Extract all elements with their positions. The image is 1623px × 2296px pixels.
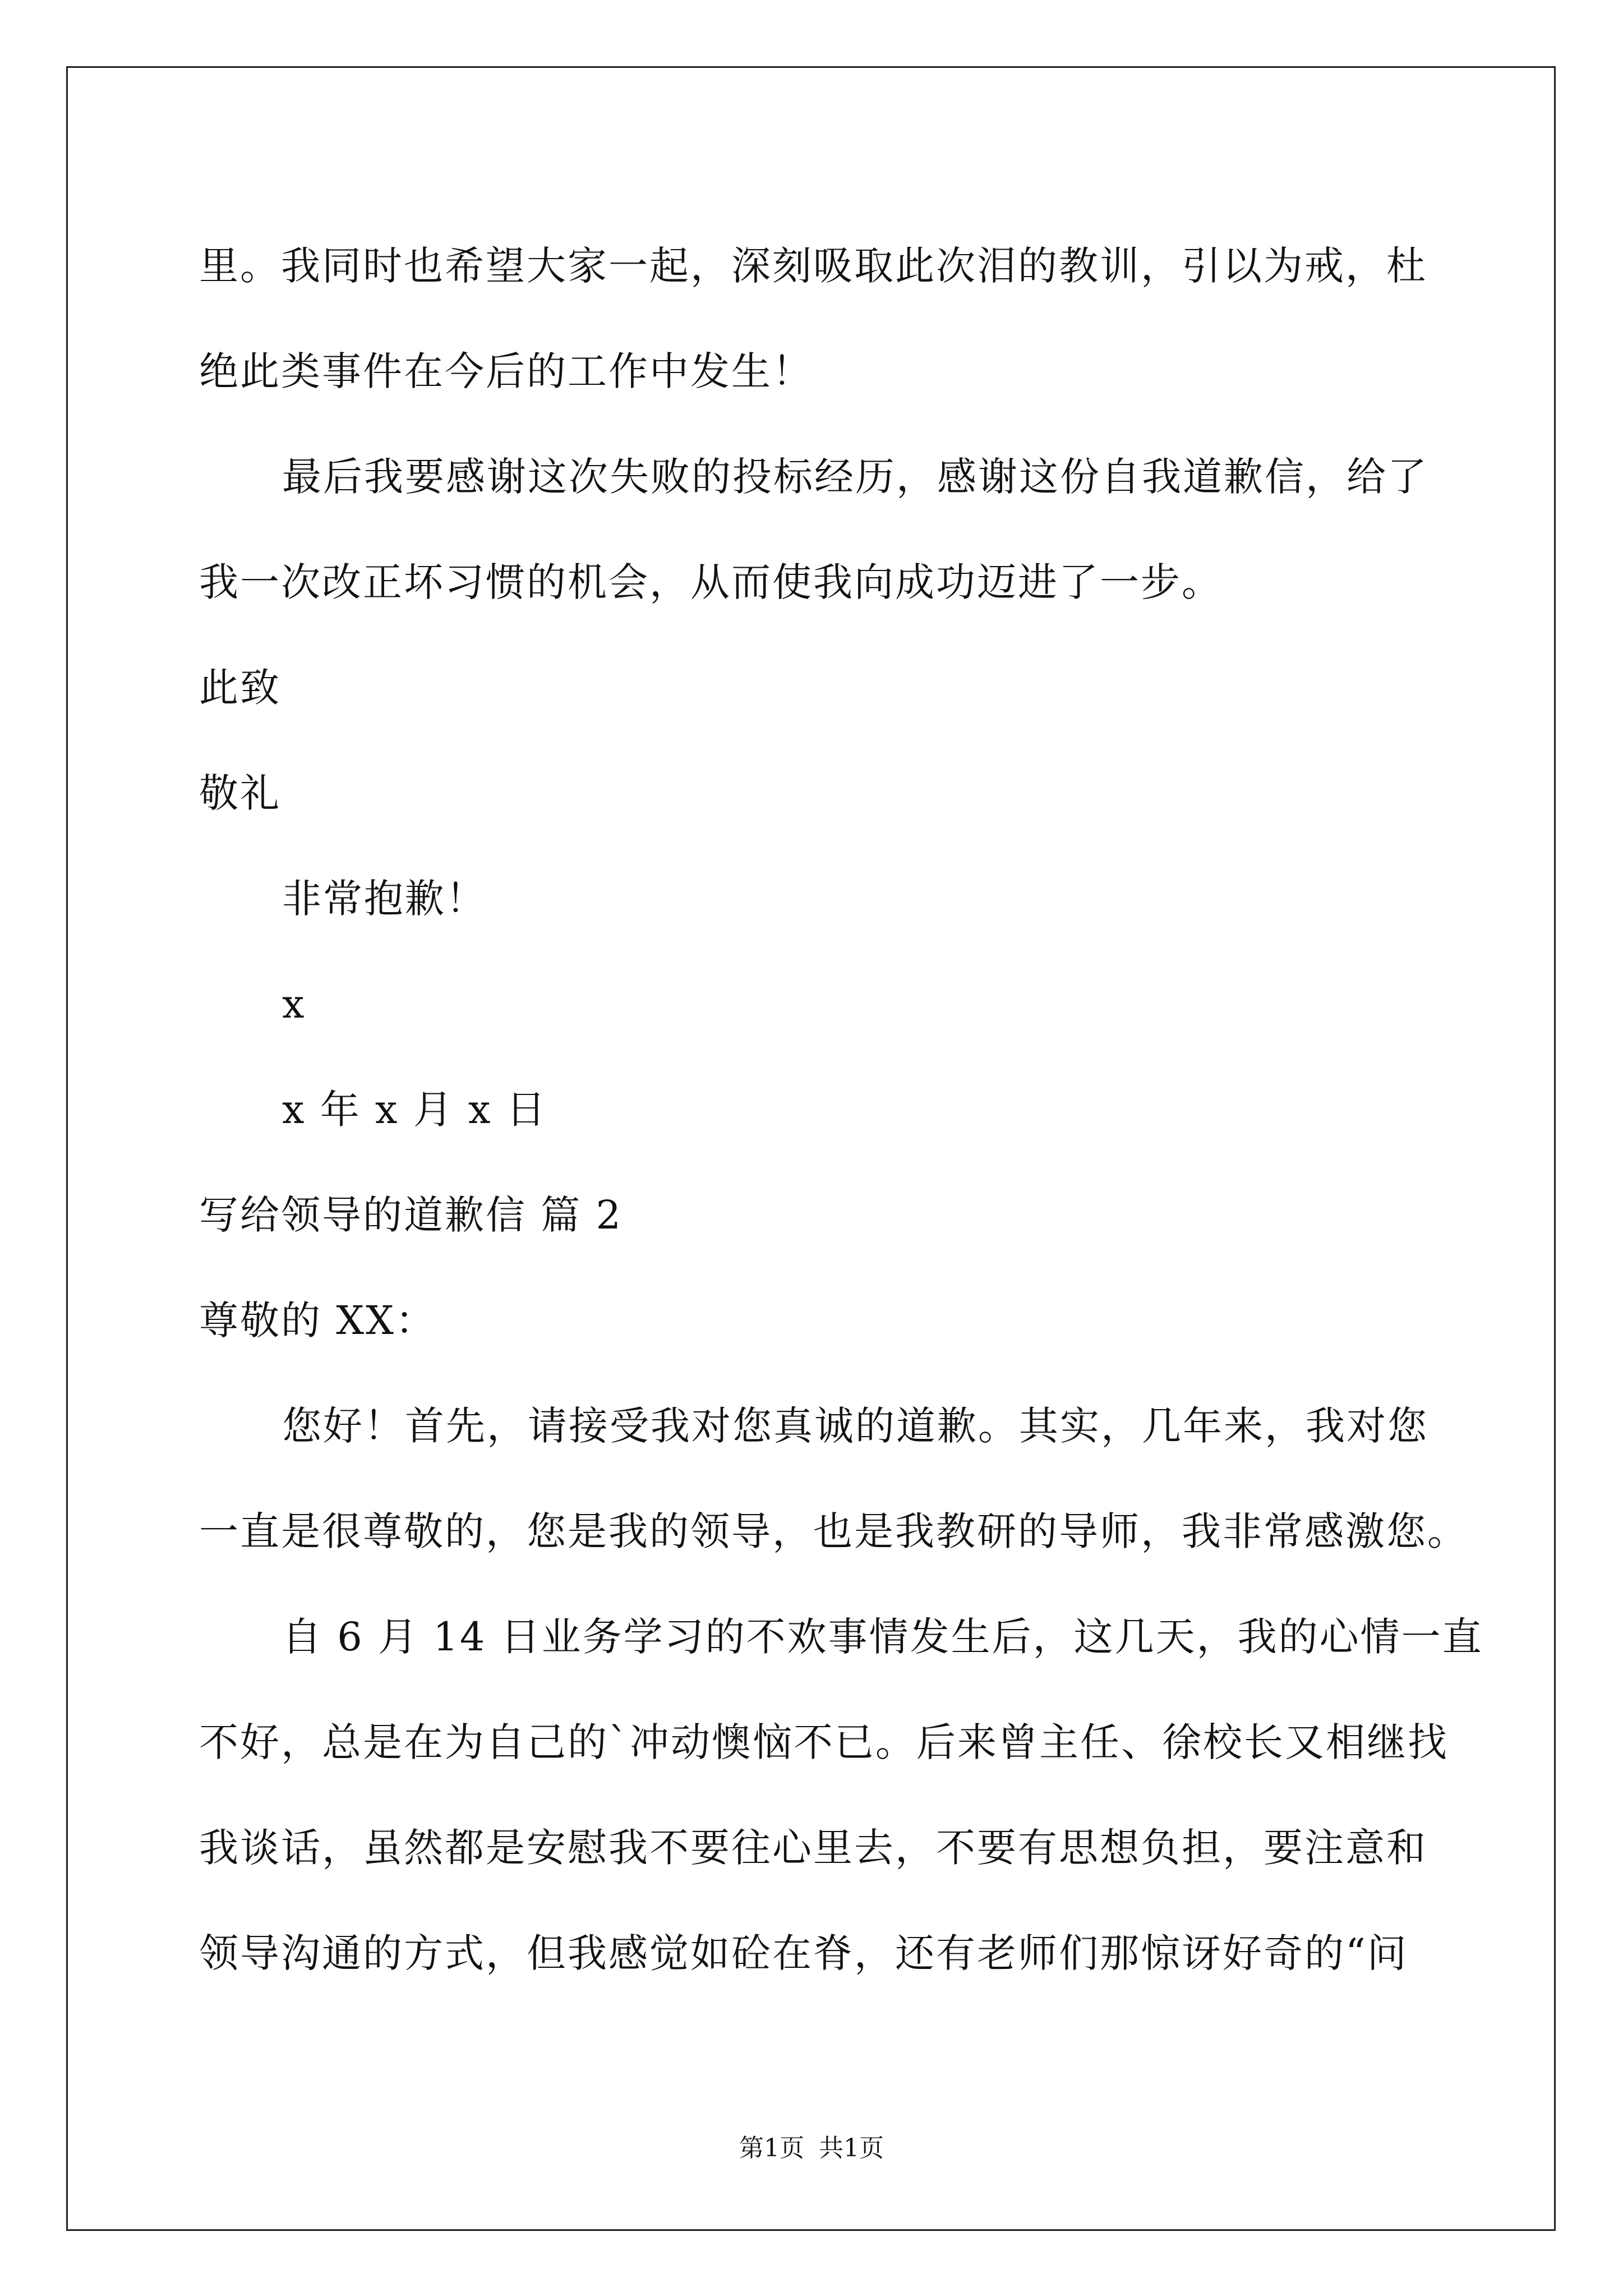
greeting: 尊敬的 XX： [199,1297,436,1343]
page-number-current: 第1页 [739,2134,804,2162]
page-footer [0,2132,1623,2165]
text-line-17: 领导沟通的方式，但我感觉如砼在脊，还有老师们那惊讶好奇的“问 [199,1930,1408,1976]
page-number-total: 共1页 [819,2134,884,2162]
text-line-15: 不好，总是在为自己的`冲动懊恼不已。后来曾主任、徐校长又相继找 [199,1719,1449,1765]
document-body [199,213,1483,2006]
text-line-12: 您好！首先，请接受我对您真诚的道歉。其实，几年来，我对您 [282,1403,1428,1449]
text-line-13: 一直是很尊敬的，您是我的领导，也是我教研的导师，我非常感激您。 [199,1508,1468,1554]
section-heading: 写给领导的道歉信 篇 2 [199,1192,623,1238]
signature-date: x 年 x 月 x 日 [282,1087,547,1133]
text-line-3: 最后我要感谢这次失败的投标经历，感谢这份自我道歉信，给了 [282,454,1428,500]
apology-line: 非常抱歉！ [282,876,487,922]
text-line-4: 我一次改正坏习惯的机会，从而使我向成功迈进了一步。 [199,559,1223,605]
closing-regards: 敬礼 [199,770,281,816]
signature-name: x [282,981,306,1027]
closing-salutation: 此致 [199,665,281,711]
text-line-16: 我谈话，虽然都是安慰我不要往心里去，不要有思想负担，要注意和 [199,1825,1427,1871]
text-line-1: 里。我同时也希望大家一起，深刻吸取此次泪的教训，引以为戒，杜 [199,243,1427,289]
text-line-14: 自 6 月 14 日业务学习的不欢事情发生后，这几天，我的心情一直 [282,1614,1483,1660]
text-line-2: 绝此类事件在今后的工作中发生！ [199,348,813,394]
